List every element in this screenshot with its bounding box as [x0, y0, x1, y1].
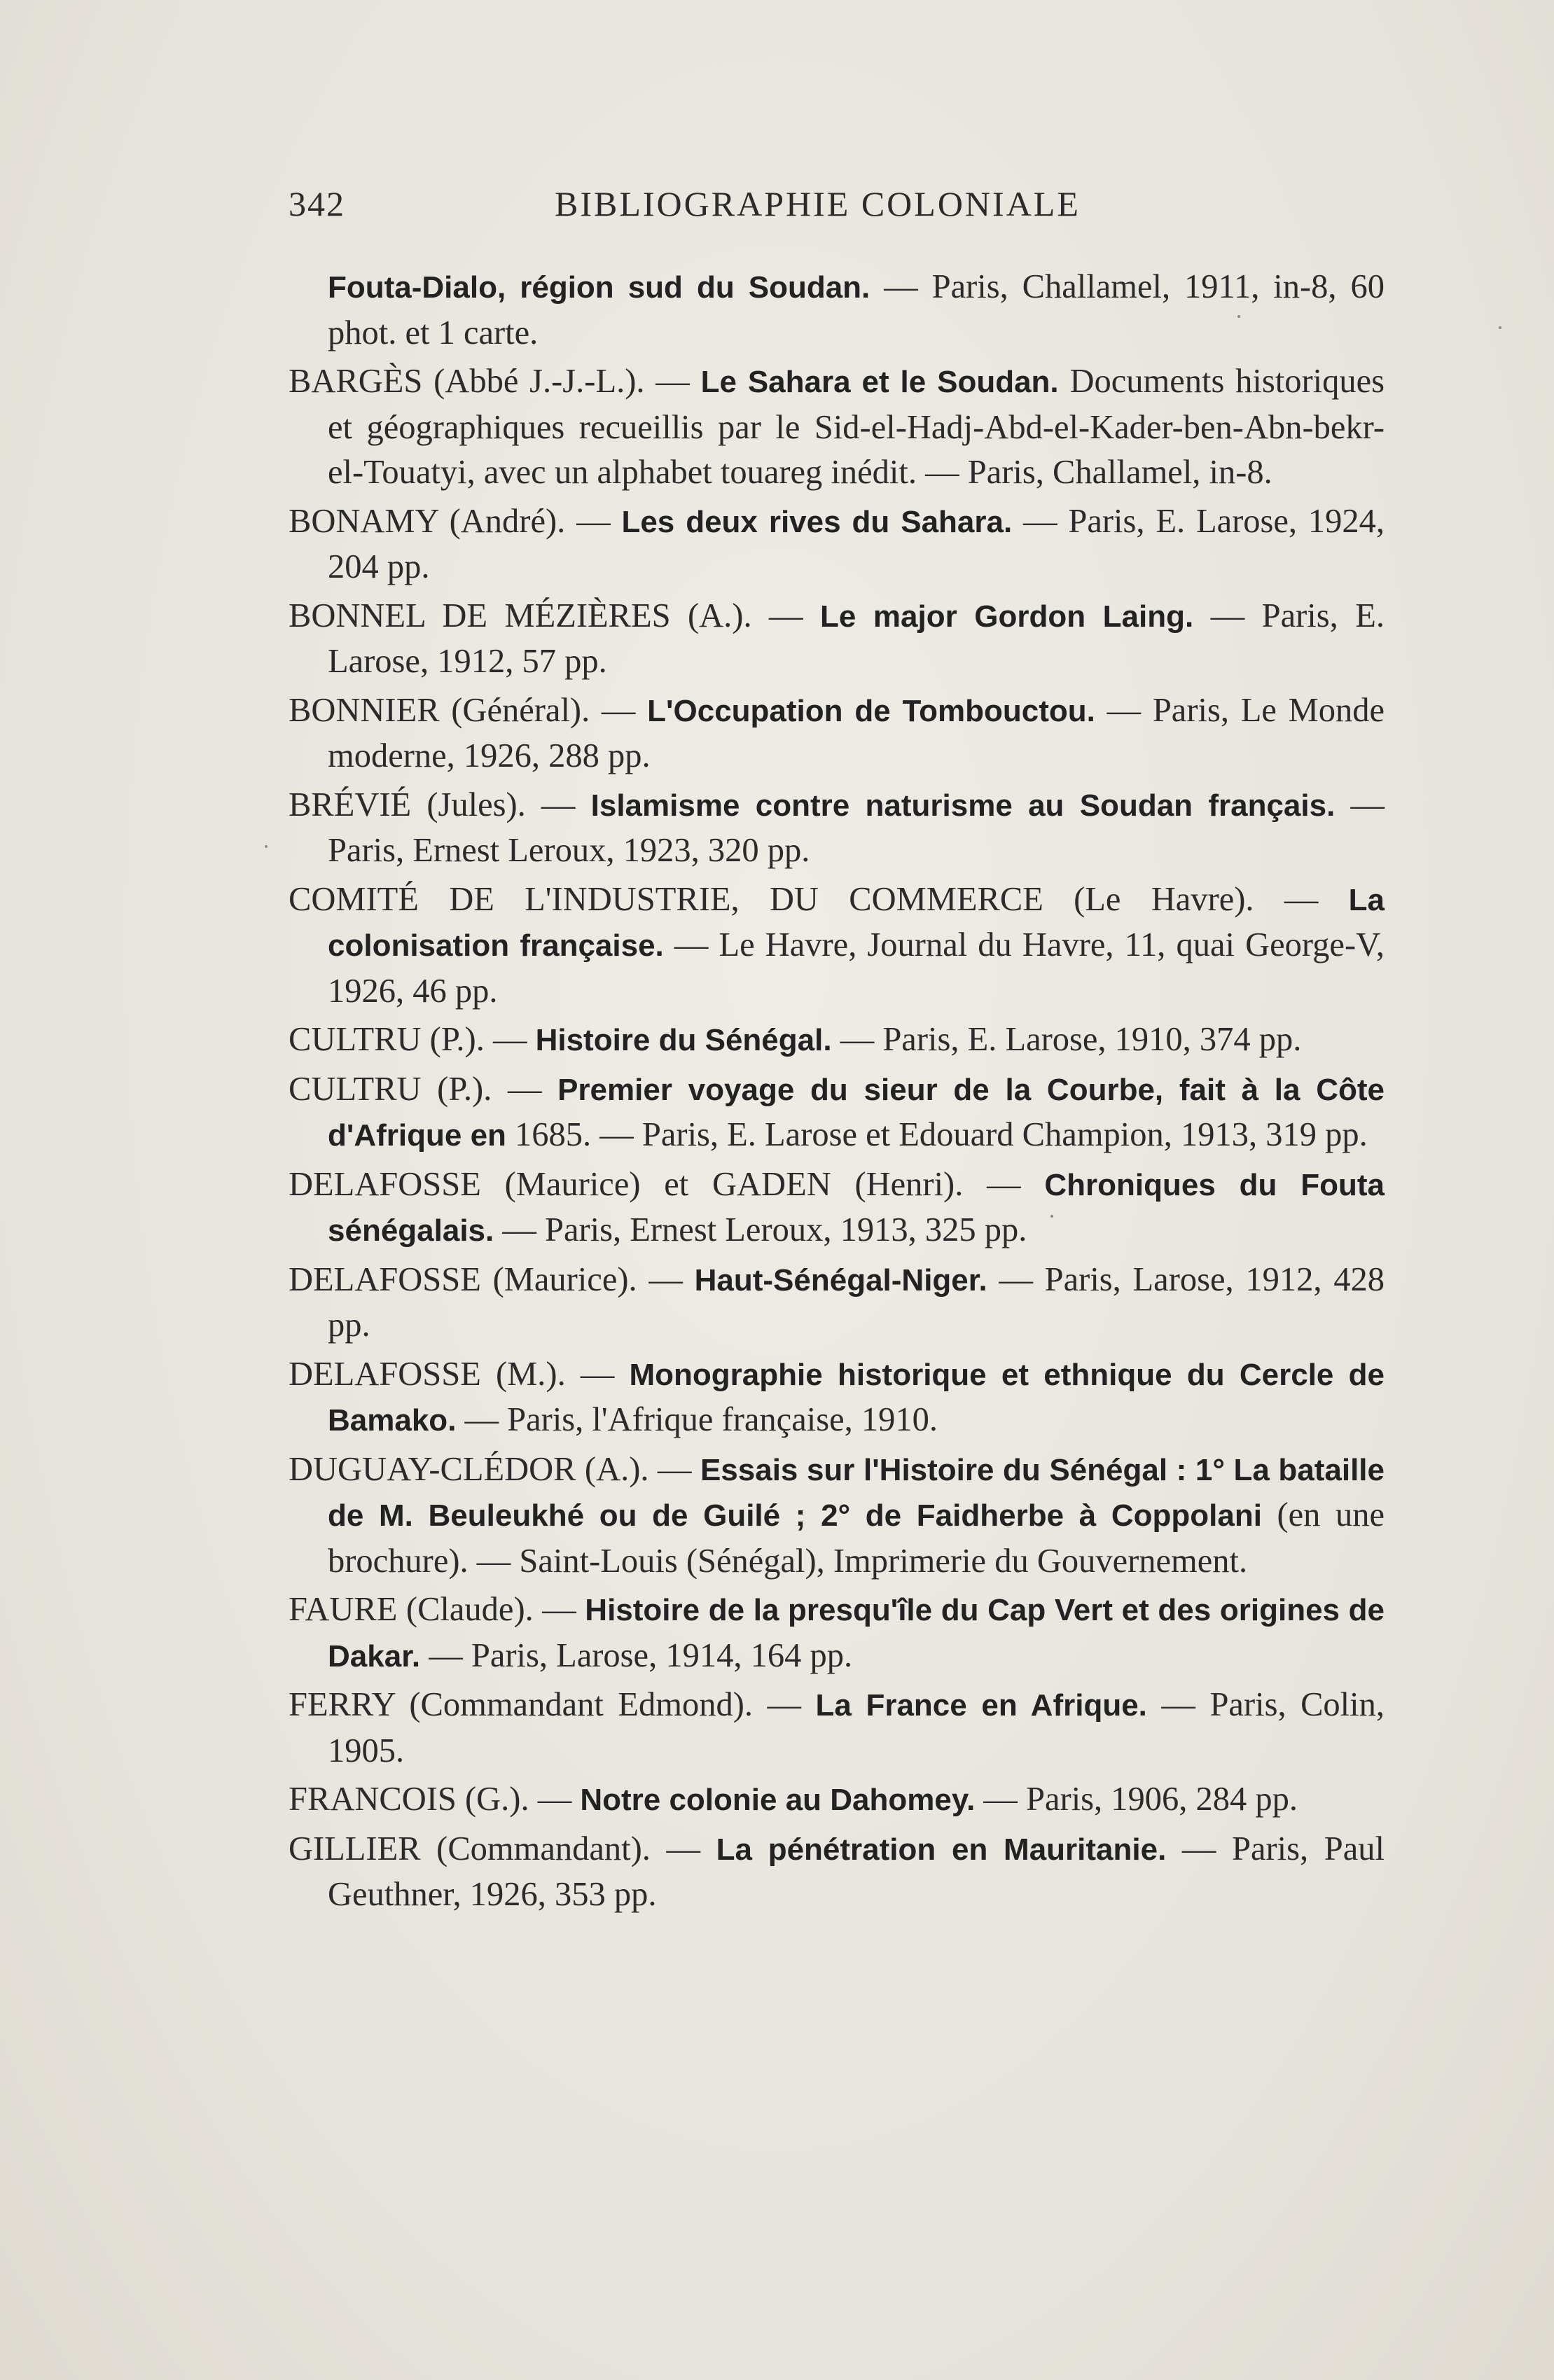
- bibliography-entry: [289, 1258, 1385, 1349]
- entry-author: COMITÉ DE L'INDUSTRIE, DU COMMERCE (Le Havre). —: [289, 880, 1349, 918]
- bibliography-entry: [289, 783, 1385, 874]
- entry-author: BRÉVIÉ (Jules). —: [289, 786, 591, 823]
- entry-author: DUGUAY-CLÉDOR (A.). —: [289, 1450, 700, 1488]
- entry-details: — Paris, Larose, 1912, 428 pp.: [328, 1260, 1385, 1344]
- entry-title: Haut-Sénégal-Niger.: [694, 1262, 987, 1297]
- entry-title: Premier voyage du sieur de la Courbe, fait à la Côte d'Afrique en: [328, 1072, 1385, 1153]
- entry-details: Documents historiques et géographiques recueillis par le Sid-el-Hadj-Abd-el-Kader-ben-Abn-bekr-el-Touatyi, avec un alphabet touareg inédit. — Paris, Challamel, in-8.: [328, 363, 1385, 491]
- entry-details: — Paris, Larose, 1914, 164 pp.: [420, 1636, 853, 1674]
- bibliography-entry: [289, 594, 1385, 685]
- entry-title: Le Sahara et le Soudan.: [700, 365, 1059, 399]
- entry-title: Histoire de la presqu'île du Cap Vert et des origines de Dakar.: [328, 1593, 1385, 1673]
- entry-title: La colonisation française.: [328, 882, 1385, 963]
- entry-details: — Paris, 1906, 284 pp.: [975, 1781, 1298, 1818]
- entry-author: BONNIER (Général). —: [289, 691, 648, 729]
- entry-author: BONNEL DE MÉZIÈRES (A.). —: [289, 597, 820, 634]
- paper-speck: [1050, 1215, 1053, 1218]
- entry-details: — Paris, Ernest Leroux, 1923, 320 pp.: [328, 786, 1385, 869]
- entry-title: Chroniques du Fouta sénégalais.: [328, 1167, 1385, 1248]
- entry-title: Les deux rives du Sahara.: [621, 504, 1013, 539]
- paper-speck: [265, 845, 268, 848]
- page-header: [289, 183, 1126, 232]
- bibliography-entry: [289, 1683, 1385, 1774]
- bibliography-entry: [289, 1162, 1385, 1254]
- paper-speck: [1237, 315, 1240, 318]
- entry-details: (en une brochure). — Saint-Louis (Sénégal), Imprimerie du Gouvernement.: [328, 1496, 1385, 1580]
- entry-details: — Paris, Ernest Leroux, 1913, 325 pp.: [494, 1211, 1027, 1248]
- entry-details: — Paris, Paul Geuthner, 1926, 353 pp.: [328, 1830, 1385, 1913]
- entry-details: — Paris, Le Monde moderne, 1926, 288 pp.: [328, 691, 1385, 774]
- entry-author: CULTRU (P.). —: [289, 1021, 536, 1058]
- entry-details: 1685. — Paris, E. Larose et Edouard Champion, 1913, 319 pp.: [506, 1116, 1368, 1153]
- entry-title: La pénétration en Mauritanie.: [716, 1832, 1167, 1867]
- bibliography-entry: [289, 1777, 1385, 1823]
- entry-author: GILLIER (Commandant). —: [289, 1830, 716, 1867]
- entry-title: Islamisme contre naturisme au Soudan français.: [590, 788, 1336, 823]
- entry-author: CULTRU (P.). —: [289, 1070, 558, 1108]
- entry-title: La France en Afrique.: [815, 1688, 1147, 1723]
- page-number: 342: [289, 184, 345, 223]
- entry-author: FRANCOIS (G.). —: [289, 1781, 581, 1818]
- bibliography-entry: [289, 1587, 1385, 1679]
- bibliography-entry: [289, 877, 1385, 1015]
- entry-details: — Paris, Colin, 1905.: [328, 1686, 1385, 1769]
- bibliography-entry: [289, 688, 1385, 779]
- entry-details: — Paris, E. Larose, 1924, 204 pp.: [328, 502, 1385, 585]
- entry-author: FAURE (Claude). —: [289, 1591, 585, 1628]
- running-title: BIBLIOGRAPHIE COLONIALE: [555, 184, 1081, 223]
- entry-details: — Paris, E. Larose, 1912, 57 pp.: [328, 597, 1385, 680]
- entry-author: BARGÈS (Abbé J.-J.-L.). —: [289, 363, 701, 400]
- entry-author: DELAFOSSE (Maurice). —: [289, 1260, 695, 1298]
- bibliography-entry: [289, 1447, 1385, 1585]
- entry-author: DELAFOSSE (M.). —: [289, 1355, 630, 1393]
- entry-title: L'Occupation de Tombouctou.: [647, 693, 1095, 728]
- entry-details: — Paris, l'Afrique française, 1910.: [456, 1401, 938, 1438]
- entry-title: Fouta-Dialo, région sud du Soudan.: [328, 270, 870, 305]
- entry-title: Essais sur l'Histoire du Sénégal : 1° La bataille de M. Beuleukhé ou de Guilé ; 2° de Faidherbe à Coppolani: [328, 1452, 1385, 1533]
- bibliography-entry: [289, 1352, 1385, 1444]
- entry-title: Notre colonie au Dahomey.: [580, 1783, 976, 1817]
- paper-speck: [1499, 326, 1501, 329]
- entry-author: BONAMY (André). —: [289, 502, 622, 540]
- entry-author: FERRY (Commandant Edmond). —: [289, 1686, 816, 1723]
- bibliography-entry: [289, 499, 1385, 590]
- entry-title: Monographie historique et ethnique du Cercle de Bamako.: [328, 1357, 1385, 1438]
- entry-details: — Paris, Challamel, 1911, in-8, 60 phot. et 1 carte.: [328, 268, 1385, 352]
- bibliography-entry: [289, 1827, 1385, 1918]
- bibliography-entry: [289, 1017, 1385, 1064]
- entry-title: Le major Gordon Laing.: [819, 599, 1194, 634]
- entry-details: — Paris, E. Larose, 1910, 374 pp.: [831, 1021, 1302, 1058]
- bibliography-entry: [289, 265, 1385, 356]
- entry-author: DELAFOSSE (Maurice) et GADEN (Henri). —: [289, 1165, 1045, 1203]
- bibliography-entry: [289, 359, 1385, 496]
- bibliography-list: [289, 265, 1385, 1921]
- entry-title: Histoire du Sénégal.: [535, 1023, 832, 1057]
- bibliography-entry: [289, 1067, 1385, 1159]
- entry-details: — Le Havre, Journal du Havre, 11, quai George-V, 1926, 46 pp.: [328, 926, 1385, 1010]
